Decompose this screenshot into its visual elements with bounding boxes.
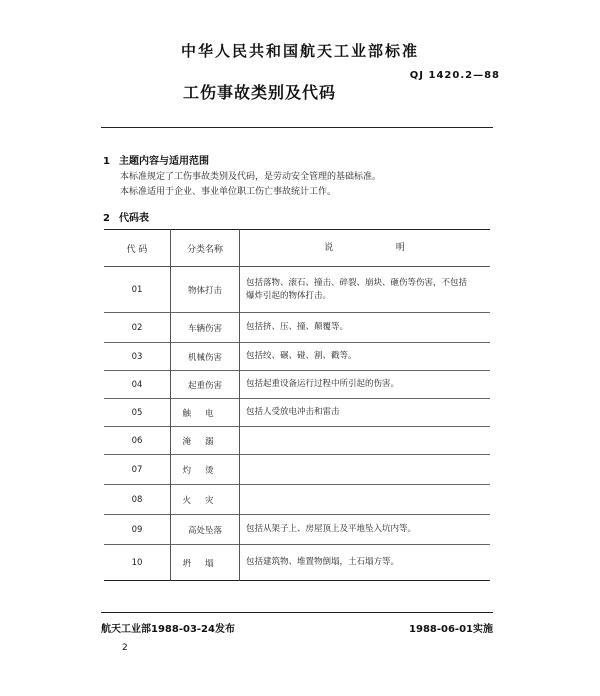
row-code: 04 bbox=[131, 379, 143, 390]
table-row bbox=[104, 371, 490, 399]
description-line: 包括落物、滚石、撞击、碎裂、崩块、砸伤等伤害，不包括 bbox=[246, 277, 468, 288]
column-header-code: 代 码 bbox=[126, 244, 148, 255]
row-category-name: 灼烫 bbox=[171, 455, 240, 485]
section-number: 2 bbox=[103, 213, 110, 224]
issue-date: 航天工业部1988-03-24发布 bbox=[101, 624, 235, 635]
row-description bbox=[240, 545, 491, 581]
row-code: 06 bbox=[131, 435, 143, 446]
row-category-name: 触电 bbox=[171, 399, 240, 427]
row-code: 05 bbox=[131, 407, 143, 418]
row-description bbox=[240, 371, 491, 399]
row-category-name: 起重伤害 bbox=[171, 371, 240, 399]
table-row bbox=[104, 485, 490, 515]
standard-code: QJ 1420.2—88 bbox=[409, 70, 500, 81]
code-table bbox=[104, 229, 490, 581]
row-code: 03 bbox=[131, 351, 143, 362]
description-line: 包括从架子上、房屋顶上及平地坠入坑内等。 bbox=[246, 524, 417, 534]
table-row bbox=[104, 545, 490, 581]
document-title: 工伤事故类别及代码 bbox=[183, 83, 337, 102]
row-category-name: 高处坠落 bbox=[171, 515, 240, 545]
description-line: 包括起重设备运行过程中所引起的伤害。 bbox=[246, 379, 400, 389]
description-line: 包括挤、压、撞、颠覆等。 bbox=[246, 322, 349, 332]
table-row bbox=[104, 399, 490, 427]
page-number: 2 bbox=[122, 643, 128, 653]
header-rule bbox=[101, 127, 493, 128]
row-description bbox=[240, 515, 491, 545]
section-title: 主题内容与适用范围 bbox=[119, 156, 209, 167]
description-line: 包括绞、碾、碰、割、戳等。 bbox=[246, 351, 357, 361]
table-row bbox=[104, 455, 490, 485]
row-description bbox=[240, 313, 491, 343]
scope-paragraph: 本标准规定了工伤事故类别及代码，是劳动安全管理的基础标准。 bbox=[120, 172, 382, 182]
row-code: 10 bbox=[131, 557, 143, 568]
row-code: 07 bbox=[131, 464, 143, 475]
section-1-heading bbox=[103, 152, 209, 167]
row-category-name: 坍塌 bbox=[171, 545, 240, 581]
issuing-organization: 中华人民共和国航天工业部标准 bbox=[180, 42, 419, 60]
row-category-name: 物体打击 bbox=[171, 267, 240, 313]
row-description bbox=[240, 427, 491, 455]
row-category-name: 车辆伤害 bbox=[171, 313, 240, 343]
description-line: 包括人受放电冲击和雷击 bbox=[246, 407, 340, 417]
row-code: 01 bbox=[131, 284, 143, 295]
row-description bbox=[240, 485, 491, 515]
row-category-name: 机械伤害 bbox=[171, 343, 240, 371]
row-category-name: 火灾 bbox=[171, 485, 240, 515]
table-row bbox=[104, 427, 490, 455]
row-code: 09 bbox=[131, 524, 143, 535]
table-header-row bbox=[104, 230, 490, 267]
row-description bbox=[240, 343, 491, 371]
row-code: 08 bbox=[131, 494, 143, 505]
table-row bbox=[104, 515, 490, 545]
column-header-name: 分类名称 bbox=[171, 230, 240, 267]
section-2-heading bbox=[103, 209, 149, 224]
description-line: 爆炸引起的物体打击。 bbox=[246, 290, 332, 301]
table-row bbox=[104, 313, 490, 343]
row-category-name: 淹溺 bbox=[171, 427, 240, 455]
row-description bbox=[240, 267, 491, 313]
effective-date: 1988-06-01实施 bbox=[409, 624, 493, 635]
table-row bbox=[104, 267, 490, 313]
row-description bbox=[240, 399, 491, 427]
footer-rule bbox=[101, 612, 493, 613]
scope-paragraph: 本标准适用于企业、事业单位职工伤亡事故统计工作。 bbox=[120, 187, 337, 197]
column-header-description: 说 明 bbox=[240, 230, 491, 267]
table-row bbox=[104, 343, 490, 371]
section-number: 1 bbox=[103, 156, 110, 167]
section-title: 代码表 bbox=[119, 213, 149, 224]
description-line: 包括建筑物、堆置物倒塌，土石塌方等。 bbox=[246, 557, 400, 567]
row-description bbox=[240, 455, 491, 485]
row-code: 02 bbox=[131, 322, 143, 333]
